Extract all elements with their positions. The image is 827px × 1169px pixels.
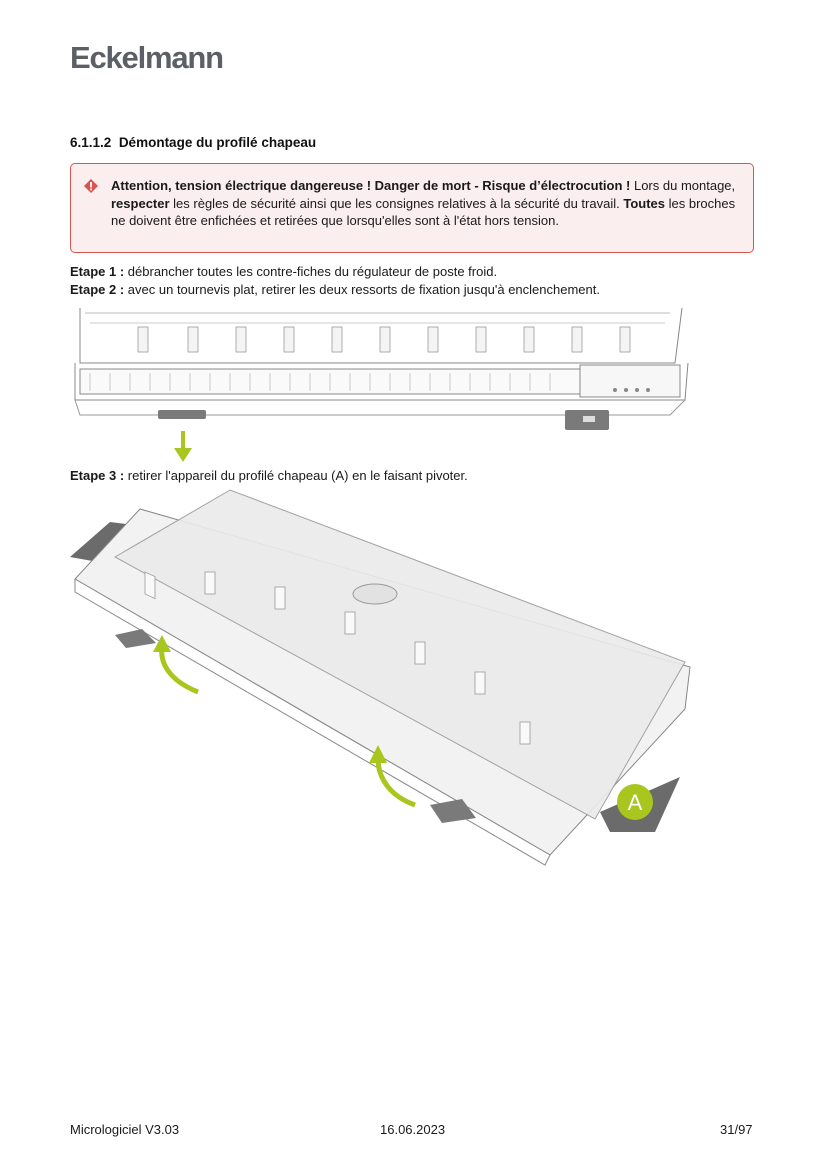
warning-text xyxy=(111,177,741,230)
warning-diamond-icon xyxy=(83,178,99,194)
section-number: 6.1.1.2 xyxy=(70,135,112,150)
step-text: retirer l'appareil du profilé chapeau (A) en le faisant pivoter. xyxy=(124,468,468,483)
step-text: débrancher toutes les contre-fiches du régulateur de poste froid. xyxy=(124,264,498,279)
footer-product: Micrologiciel V3.03 xyxy=(70,1122,180,1137)
section-heading xyxy=(70,135,316,150)
section-title: Démontage du profilé chapeau xyxy=(118,135,317,150)
brand-logo: Eckelmann xyxy=(70,40,223,75)
step-2 xyxy=(70,282,600,297)
down-arrow-icon xyxy=(174,448,192,462)
step-label: Etape 1 : xyxy=(70,264,125,279)
footer-date: 16.06.2023 xyxy=(380,1122,446,1137)
footer-page: 31/97 xyxy=(720,1122,753,1137)
warning-emphasis: Toutes xyxy=(623,195,665,211)
warning-lead: Attention, tension électrique dangereuse ! Danger de mort - Risque d’électrocution ! xyxy=(111,178,631,193)
warning-emphasis: respecter xyxy=(111,195,170,211)
step-text: avec un tournevis plat, retirer les deux ressorts de fixation jusqu'à enclenchement. xyxy=(124,282,600,297)
step-label: Etape 2 : xyxy=(70,282,125,297)
device-front-illustration xyxy=(70,303,690,468)
warning-text-part: Lors du montage, xyxy=(630,178,736,193)
step-label: Etape 3 : xyxy=(70,468,125,483)
step-3 xyxy=(70,468,468,483)
step-1 xyxy=(70,264,497,279)
warning-text-part: les règles de sécurité ainsi que les consignes relatives à la sécurité du travail. xyxy=(169,195,624,211)
device-removal-illustration xyxy=(70,487,695,867)
warning-box xyxy=(70,163,754,253)
rail-label: A xyxy=(627,790,643,815)
warning-text-part: les broches ne doivent être enfichées et retirées que lorsqu'elles sont à l'état hors tension. xyxy=(111,195,736,228)
